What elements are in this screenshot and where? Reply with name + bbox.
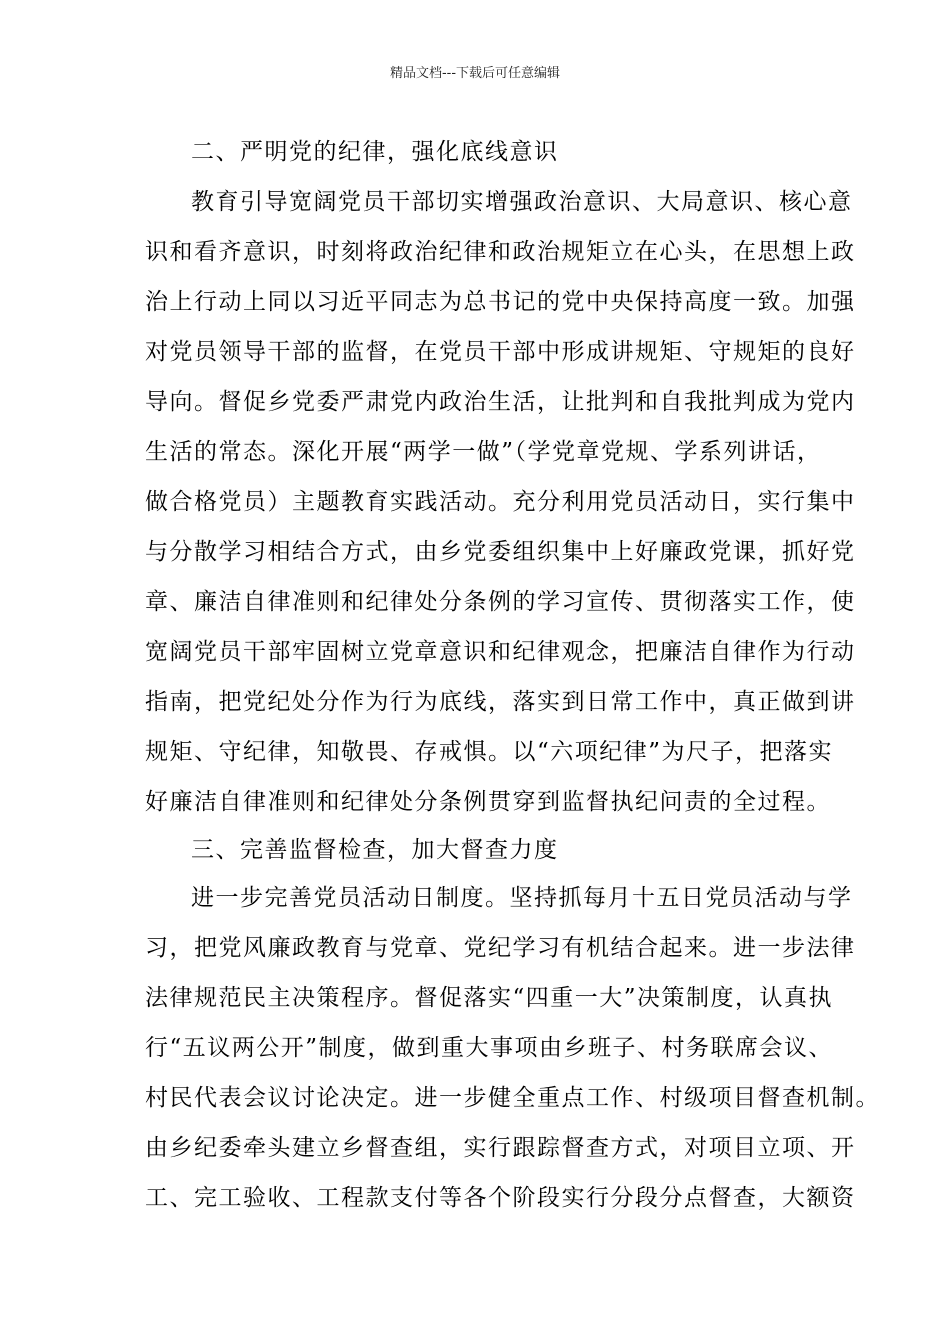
paragraph-line: 章、廉洁自律准则和纪律处分条例的学习宣传、贯彻落实工作，使 xyxy=(145,589,856,615)
section-heading-3: 三、完善监督检查，加大督查力度 xyxy=(191,837,559,863)
paragraph-line: 进一步完善党员活动日制度。坚持抓每月十五日党员活动与学 xyxy=(191,885,853,911)
paragraph-line: 做合格党员）主题教育实践活动。充分利用党员活动日，实行集中 xyxy=(145,489,856,515)
paragraph-line: 与分散学习相结合方式，由乡党委组织集中上好廉政党课，抓好党 xyxy=(145,539,856,565)
paragraph-line: 村民代表会议讨论决定。进一步健全重点工作、村级项目督查机制。 xyxy=(145,1085,880,1111)
paragraph-line: 规矩、守纪律，知敬畏、存戒惧。以“六项纪律”为尺子，把落实 xyxy=(145,739,834,765)
paragraph-line: 宽阔党员干部牢固树立党章意识和纪律观念，把廉洁自律作为行动 xyxy=(145,639,856,665)
paragraph-line: 生活的常态。深化开展“两学一做”（学党章党规、学系列讲话， xyxy=(145,439,822,465)
paragraph-line: 识和看齐意识，时刻将政治纪律和政治规矩立在心头，在思想上政 xyxy=(145,239,856,265)
paragraph-line: 法律规范民主决策程序。督促落实“四重一大”决策制度，认真执 xyxy=(145,985,834,1011)
paragraph-line: 指南，把党纪处分作为行为底线，落实到日常工作中，真正做到讲 xyxy=(145,689,856,715)
paragraph-line: 教育引导宽阔党员干部切实增强政治意识、大局意识、核心意 xyxy=(191,189,853,215)
paragraph-line: 好廉洁自律准则和纪律处分条例贯穿到监督执纪问责的全过程。 xyxy=(145,789,831,815)
paragraph-line: 对党员领导干部的监督，在党员干部中形成讲规矩、守规矩的良好 xyxy=(145,339,856,365)
section-heading-2: 二、严明党的纪律，强化底线意识 xyxy=(191,139,559,165)
page-header: 精品文档---下载后可任意编辑 xyxy=(389,66,561,81)
paragraph-line: 治上行动上同以习近平同志为总书记的党中央保持高度一致。加强 xyxy=(145,289,856,315)
paragraph-line: 习，把党风廉政教育与党章、党纪学习有机结合起来。进一步法律 xyxy=(145,935,856,961)
paragraph-line: 工、完工验收、工程款支付等各个阶段实行分段分点督查，大额资 xyxy=(145,1185,856,1211)
paragraph-line: 导向。督促乡党委严肃党内政治生活，让批判和自我批判成为党内 xyxy=(145,389,856,415)
paragraph-line: 行“五议两公开”制度，做到重大事项由乡班子、村务联席会议、 xyxy=(145,1035,834,1061)
paragraph-line: 由乡纪委牵头建立乡督查组，实行跟踪督查方式，对项目立项、开 xyxy=(145,1135,856,1161)
